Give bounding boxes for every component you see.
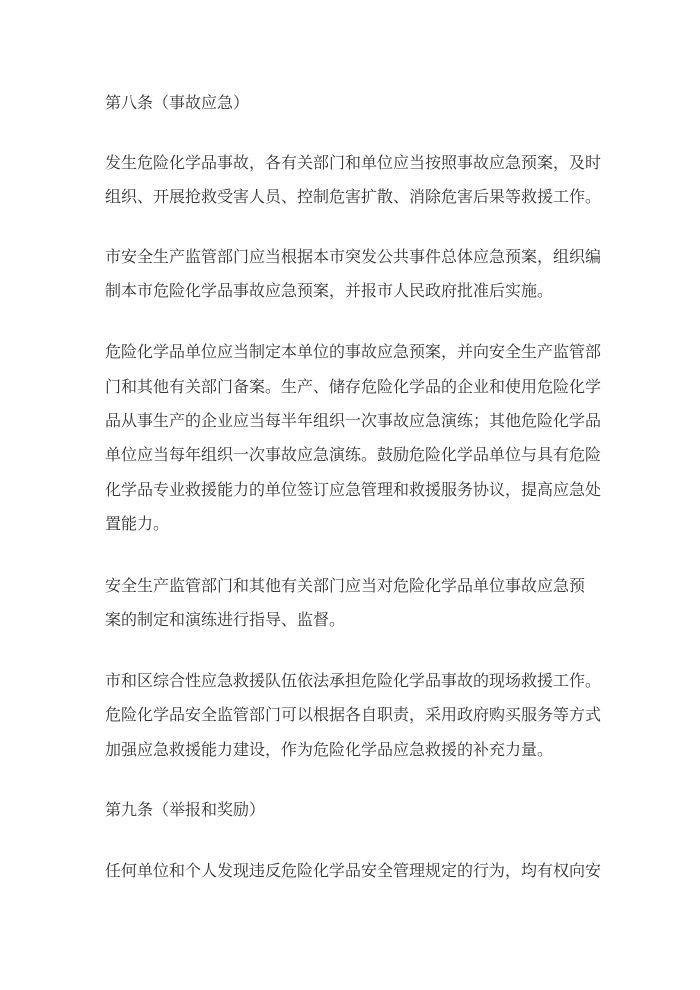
paragraph-line: 市安全生产监管部门应当根据本市突发公共事件总体应急预案，组织编	[105, 247, 602, 266]
paragraph-line: 危险化学品单位应当制定本单位的事故应急预案，并向安全生产监管部	[105, 342, 602, 361]
paragraph-line: 制本市危险化学品事故应急预案，并报市人民政府批准后实施。	[105, 281, 554, 300]
paragraph-line: 案的制定和演练进行指导、监督。	[105, 610, 346, 629]
paragraph-line: 安全生产监管部门和其他有关部门应当对危险化学品单位事故应急预	[105, 576, 586, 595]
paragraph-line: 品从事生产的企业应当每半年组织一次事故应急演练；其他危险化学品	[105, 411, 602, 430]
paragraph-line: 发生危险化学品事故，各有关部门和单位应当按照事故应急预案，及时	[105, 153, 602, 172]
paragraph-line: 危险化学品安全监管部门可以根据各自职责，采用政府购买服务等方式	[105, 705, 602, 724]
paragraph-line: 置能力。	[105, 514, 170, 533]
paragraph-line: 组织、开展抢救受害人员、控制危害扩散、消除危害后果等救援工作。	[105, 187, 602, 206]
paragraph-line: 单位应当每年组织一次事故应急演练。鼓励危险化学品单位与具有危险	[105, 445, 602, 464]
paragraph-line: 加强应急救援能力建设，作为危险化学品应急救援的补充力量。	[105, 740, 554, 759]
paragraph-line: 化学品专业救援能力的单位签订应急管理和救援服务协议，提高应急处	[105, 480, 602, 499]
paragraph-line: 市和区综合性应急救援队伍依法承担危险化学品事故的现场救援工作。	[105, 671, 602, 690]
article-8-heading: 第八条（事故应急）	[105, 93, 250, 112]
paragraph-line: 门和其他有关部门备案。生产、储存危险化学品的企业和使用危险化学	[105, 377, 602, 396]
paragraph-line: 任何单位和个人发现违反危险化学品安全管理规定的行为，均有权向安	[105, 861, 602, 880]
article-9-heading: 第九条（举报和奖励）	[105, 800, 266, 819]
